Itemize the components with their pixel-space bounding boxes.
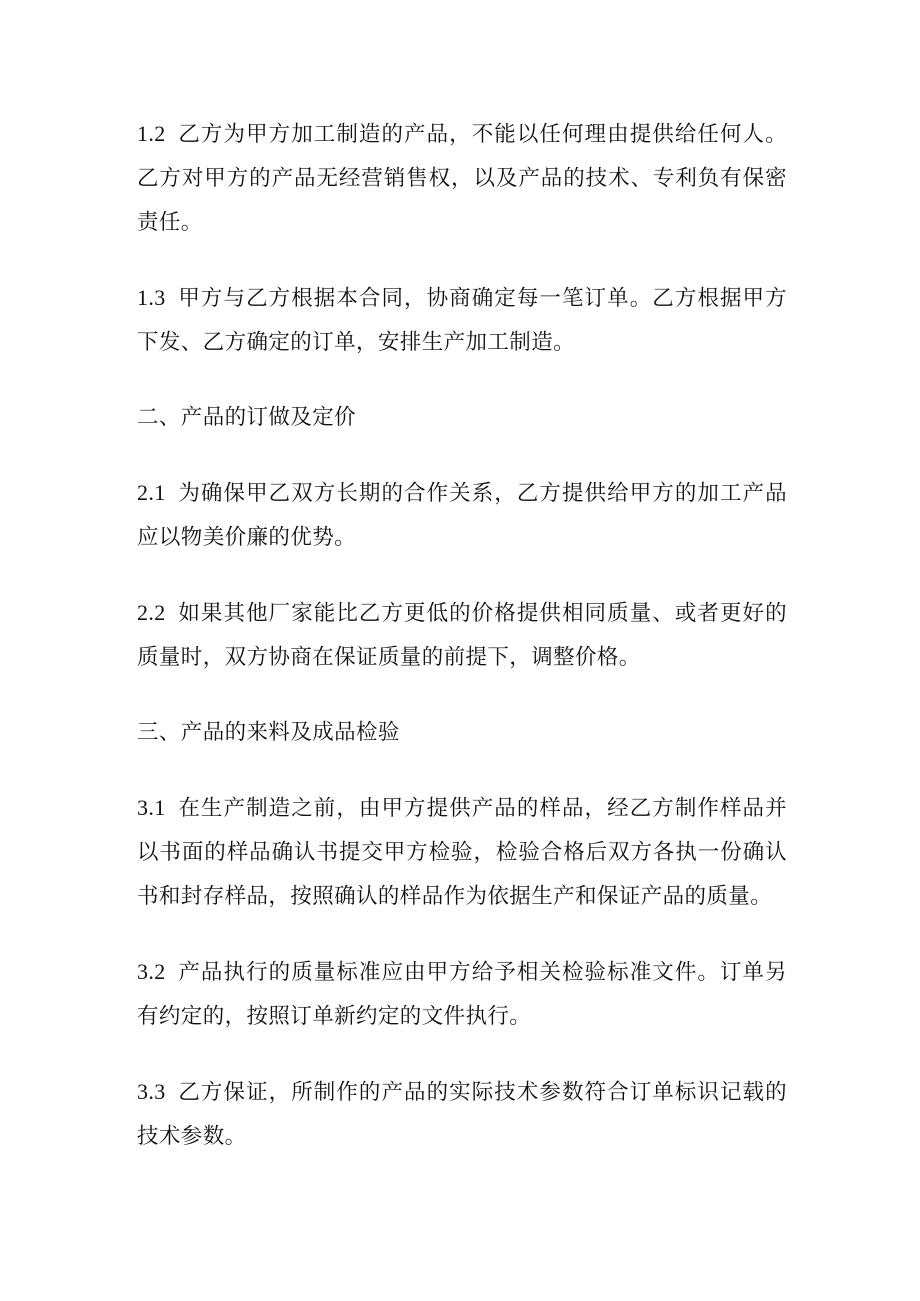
section-heading-2: 二、产品的订做及定价 (137, 405, 357, 430)
clause-3-1 (137, 786, 787, 919)
clause-text: 甲方与乙方根据本合同，协商确定每一笔订单。乙方根据甲方下发、乙方确定的订单，安排生产加工制造。 (137, 286, 787, 355)
clause-number: 3.3 (137, 1079, 166, 1104)
clause-number: 2.2 (137, 600, 166, 625)
clause-text: 在生产制造之前，由甲方提供产品的样品，经乙方制作样品并以书面的样品确认书提交甲方检验，检验合格后双方各执一份确认书和封存样品，按照确认的样品作为依据生产和保证产品的质量。 (137, 796, 787, 909)
clause-text: 如果其他厂家能比乙方更低的价格提供相同质量、或者更好的质量时，双方协商在保证质量的前提下，调整价格。 (137, 601, 787, 670)
clause-3-3 (137, 1070, 787, 1159)
document-body (137, 112, 787, 1190)
clause-text: 乙方为甲方加工制造的产品，不能以任何理由提供给任何人。乙方对甲方的产品无经营销售权，以及产品的技术、专利负有保密责任。 (137, 122, 787, 235)
clause-number: 3.2 (137, 959, 166, 984)
clause-2-1 (137, 471, 787, 560)
clause-number: 1.2 (137, 121, 166, 146)
clause-1-3 (137, 276, 787, 365)
clause-number: 2.1 (137, 480, 166, 505)
clause-1-2 (137, 112, 787, 245)
clause-3-2 (137, 950, 787, 1039)
clause-number: 1.3 (137, 285, 166, 310)
section-heading-3: 三、产品的来料及成品检验 (137, 720, 400, 745)
clause-2-2 (137, 591, 787, 680)
clause-text: 产品执行的质量标准应由甲方给予相关检验标准文件。订单另有约定的，按照订单新约定的文件执行。 (137, 960, 787, 1029)
clause-text: 为确保甲乙双方长期的合作关系，乙方提供给甲方的加工产品应以物美价廉的优势。 (137, 481, 787, 550)
clause-text: 乙方保证，所制作的产品的实际技术参数符合订单标识记载的技术参数。 (137, 1080, 787, 1149)
clause-number: 3.1 (137, 795, 166, 820)
